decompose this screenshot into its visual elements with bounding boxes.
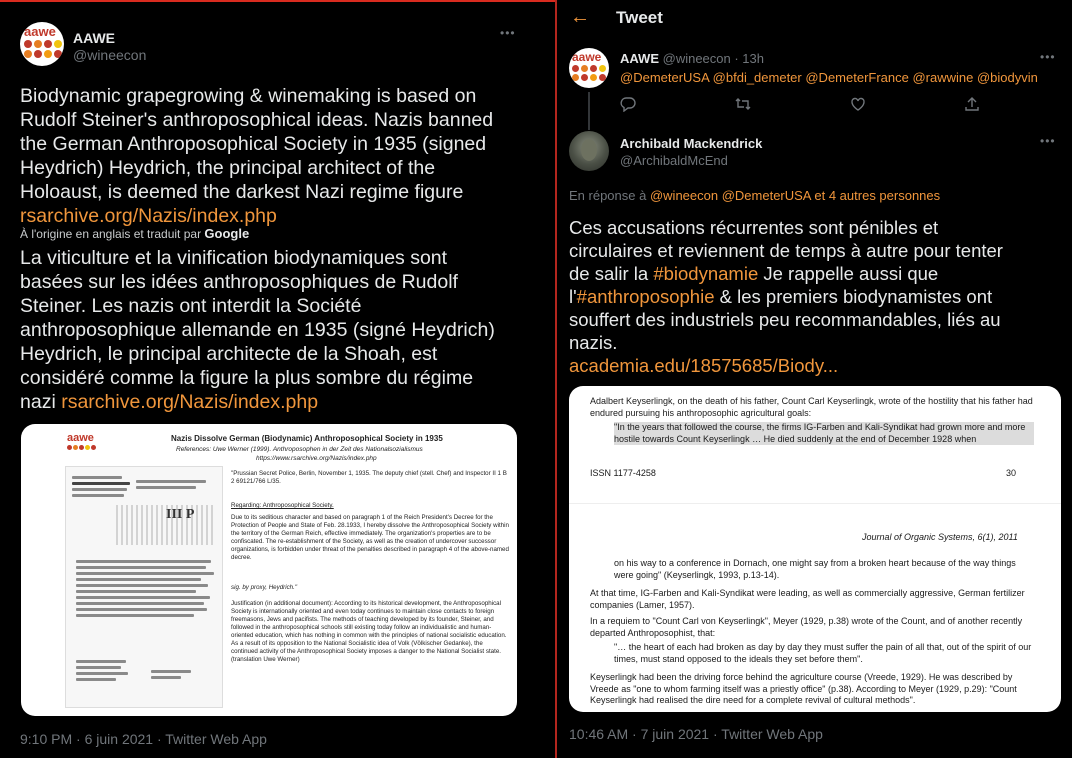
paper-p5: Keyserlingk had been the driving force behind the agriculture course (Vreede, 1929). He was described by Vreede as "one to whom farming itself was a priestly office" (p.38). According to Meyer (1929, p.29): "Count Keyserlingk had realised the dire need for a complete revival of cultural methods".: [590, 672, 1017, 705]
tweet-line: circulaires et reviennent de temps à autre pour tenter: [569, 240, 1003, 261]
aawe-logo-dots: [24, 40, 62, 58]
tweet1-mentions[interactable]: @DemeterUSA @bfdi_demeter @DemeterFrance @rawwine @biodyvin: [620, 70, 1038, 85]
image-references: References: Uwe Werner (1999). Anthroposophen in der Zeit des Nationalsozialismus: [176, 446, 423, 453]
tweet-line: Steiner. Les nazis ont interdit la Société: [20, 295, 362, 317]
paper-quote2: "… the heart of each had broken as day by day they must suffer the pain of all that, out of the spirit of our times, must stand opposed to the ideals they set before them".: [614, 642, 1032, 664]
tweet-line: considéré comme la figure la plus sombre du régime: [20, 367, 474, 389]
tweet-line: anthroposophique allemande en 1935 (signé Heydrich): [20, 319, 495, 341]
tweet2-timestamp[interactable]: 10:46 AM · 7 juin 2021 · Twitter Web App: [569, 726, 823, 742]
paper-journal: Journal of Organic Systems, 6(1), 2011: [862, 532, 1018, 542]
aawe-logo-text: aawe: [572, 50, 602, 64]
tweet-line: souffert des industriels peu recommandables, liés au: [569, 309, 1001, 330]
translation-note: [20, 226, 249, 241]
tweet-line: nazis.: [569, 332, 618, 353]
tweet-line: [569, 262, 1064, 285]
tweet-text-segment: & les premiers biodynamistes ont: [719, 286, 993, 307]
paper-p2: on his way to a conference in Dornach, one might say from a broken heart because of the way things were going" (Keyserlingk, 1993, p.13-14).: [614, 558, 1016, 580]
image-signature: sig. by proxy, Heydrich.": [231, 584, 298, 591]
right-tweet-panel: [557, 0, 1072, 758]
tweet2-text: [569, 216, 1064, 377]
tweet-text-segment: Je rappelle aussi que: [763, 263, 939, 284]
tweet-text-segment: l': [569, 286, 577, 307]
tweet1-author-name[interactable]: AAWE: [620, 51, 659, 66]
image-regarding: Regarding: Anthroposophical Society.: [231, 502, 334, 509]
top-red-border: [0, 0, 557, 2]
tweet-line: Rudolf Steiner's anthroposophical ideas. Nazis banned: [20, 109, 494, 131]
aawe-logo-dots: [572, 65, 606, 81]
tweet-line: Ces accusations récurrentes sont pénibles et: [569, 217, 939, 238]
tweet-line: Biodynamic grapegrowing & winemaking is based on: [20, 85, 477, 107]
tweet2-author-handle[interactable]: @ArchibaldMcEnd: [620, 153, 728, 168]
scanned-document: III P: [65, 466, 223, 708]
reply-prefix: En réponse à: [569, 188, 647, 203]
hashtag-biodynamie[interactable]: #biodynamie: [653, 263, 759, 284]
tweet-link-fr[interactable]: rsarchive.org/Nazis/index.php: [61, 391, 319, 413]
tweet-line: Holoaust, is deemed the darkest Nazi regime figure: [20, 181, 464, 203]
image-justification: Justification (in additional document): According to its historical development, the Anthroposophical Society is internationally oriented and even today continues to maintain close contacts to foreign freemasons, Jews and pacifists. The methods of teaching developed by its founder, Steiner, and followed in the anthroposophical schools still existing today follow an individualistic and human-oriented education, which has nothing in common with the principles of national socialistic education. As a result of its opposition to the National Socialistic idea of Volk (Völkischer Gedanke), the continued activity of the Anthroposophical Society imposes a danger to the National Socialist state. (translation Uwe Werner): [231, 600, 507, 663]
retweet-icon[interactable]: [734, 96, 752, 112]
tweet-line: Heydrich, le principal architecte de la Shoah, est: [20, 343, 438, 365]
tweet-link-en[interactable]: rsarchive.org/Nazis/index.php: [20, 205, 277, 227]
tweet-line: Heydrich) Heydrich, the principal architect of the: [20, 157, 436, 179]
google-logo[interactable]: Google: [204, 226, 250, 241]
more-options-icon[interactable]: •••: [1040, 50, 1056, 64]
share-icon[interactable]: [964, 96, 980, 112]
paper-page-number: 30: [1006, 468, 1017, 478]
tweet-text-french: [20, 246, 545, 414]
tweet-line: [20, 390, 545, 414]
tweet2-author-name[interactable]: Archibald Mackendrick: [620, 136, 763, 151]
tweet-line: [569, 285, 1064, 308]
aawe-avatar[interactable]: [569, 48, 609, 88]
like-icon[interactable]: [850, 96, 866, 112]
tweet-line: the German Anthroposophical Society in 1935 (signed: [20, 133, 487, 155]
more-options-icon[interactable]: •••: [1040, 134, 1056, 148]
paper-quote: "In the years that followed the course, the firms IG-Farben and Kali-Syndikat had grown more and more hostile towards Count Keyserlingk … He died suddenly at the end of December 1928 when: [614, 422, 1034, 445]
image-references-url: https://www.rsarchive.org/Nazis/index.php: [256, 455, 377, 462]
more-options-icon[interactable]: •••: [500, 26, 516, 40]
reply-targets[interactable]: @wineecon @DemeterUSA: [649, 188, 811, 203]
tweet2-link[interactable]: academia.edu/18575685/Biody...: [569, 355, 839, 376]
paper-issn: ISSN 1177-4258: [590, 468, 656, 478]
tweet-image[interactable]: [21, 424, 517, 716]
archibald-avatar-face: [581, 139, 597, 161]
header-title: Tweet: [616, 8, 663, 27]
tweet-line: basées sur les idées anthroposophiques de Rudolf: [20, 271, 458, 293]
paper-p3: At that time, IG-Farben and Kali-Syndikat were leading, as well as commercially aggressive, German fertilizer companies (Lamer, 1957).: [590, 588, 1025, 610]
tweet1-actions: [620, 96, 1000, 114]
image-paragraph-2: Due to its seditious character and based on paragraph 1 of the Reich President's Decree for the Protection of People and State of Feb. 28.1933, I hereby dissolve the Anthroposophical Society within the territory of the German Reich, effective immediately. The organization's properties are to be confiscated. The re-establishment of the Society, as well as the creation of undercover successor organizations, is forbidden under threat of the penalties described in paragraph 4 of the above-named decree.: [231, 514, 509, 561]
tweet-timestamp[interactable]: 9:10 PM · 6 juin 2021 · Twitter Web App: [20, 731, 267, 747]
tweet1-author-handle[interactable]: @wineecon · 13h: [662, 51, 764, 66]
image-logo-text: aawe: [67, 432, 94, 444]
image-paragraph-1: "Prussian Secret Police, Berlin, November 1, 1935. The deputy chief (stell. Chef) and Inspector II 1 B 2 69121/766 L/35.: [231, 470, 507, 485]
tweet-text-english: [20, 84, 540, 228]
tweet1-header: [620, 51, 764, 66]
thread-connector: [588, 92, 590, 130]
back-arrow-icon[interactable]: ←: [570, 6, 590, 28]
tweet-word: nazi: [20, 391, 56, 413]
paper-page-break: [569, 503, 1061, 504]
translation-label: À l'origine en anglais et traduit par: [20, 227, 202, 241]
hashtag-anthroposophie[interactable]: #anthroposophie: [576, 286, 715, 307]
author-handle[interactable]: @wineecon: [73, 47, 147, 63]
tweet-text-segment: de salir la: [569, 263, 649, 284]
image-logo: [67, 432, 107, 462]
tweet2-image[interactable]: [569, 386, 1061, 712]
aawe-logo-text: aawe: [24, 24, 56, 39]
reply-context: [569, 188, 940, 203]
author-name[interactable]: AAWE: [73, 30, 115, 46]
archibald-avatar[interactable]: [569, 131, 609, 171]
aawe-avatar[interactable]: [20, 22, 64, 66]
image-heading: Nazis Dissolve German (Biodynamic) Anthroposophical Society in 1935: [171, 434, 443, 443]
paper-p1: Adalbert Keyserlingk, on the death of his father, Count Carl Keyserlingk, wrote of the hostility that his father had endured pursuing his anthroposophic agricultural goals:: [590, 396, 1033, 418]
reply-icon[interactable]: [620, 96, 636, 112]
tweet-line: La viticulture et la vinification biodynamiques sont: [20, 247, 448, 269]
paper-p4: In a requiem to "Count Carl von Keyserlingk", Meyer (1929, p.38) wrote of the Count, and of another recently departed Anthroposophist, that:: [590, 616, 1023, 638]
reply-others[interactable]: et 4 autres personnes: [814, 188, 941, 203]
